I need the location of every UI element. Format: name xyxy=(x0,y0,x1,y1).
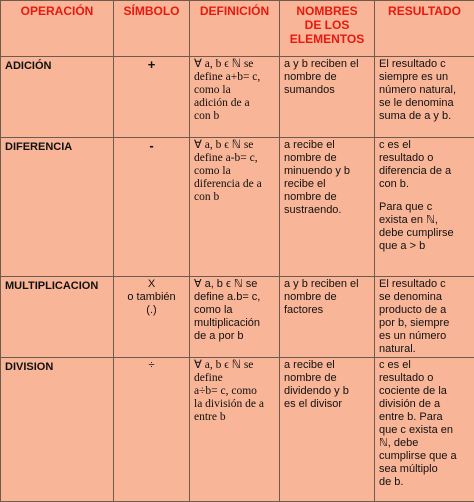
header-nombres-line2: DE LOS xyxy=(284,18,370,32)
result-line: de b. xyxy=(379,476,470,489)
elements-line: es el divisor xyxy=(284,398,370,411)
definition-line: la división de a xyxy=(194,398,275,411)
header-simbolo: SÍMBOLO xyxy=(114,1,190,57)
header-nombres xyxy=(280,1,375,57)
definition-cell xyxy=(190,277,280,358)
elements-line: nombre de xyxy=(284,152,370,165)
result-line: que c exista en xyxy=(379,424,470,437)
header-nombres-line3: ELEMENTOS xyxy=(284,32,370,46)
result-line: siempre es un xyxy=(379,71,470,84)
definition-cell xyxy=(190,57,280,138)
definition-line: diferencia de a xyxy=(194,178,275,191)
result-line: suma de a y b. xyxy=(379,110,470,123)
result-line: número natural, xyxy=(379,84,470,97)
elements-line: sustraendo. xyxy=(284,204,370,217)
elements-cell xyxy=(280,358,375,502)
definition-line: ∀ a, b ϵ ℕ se xyxy=(194,278,275,291)
symbol-line: X xyxy=(118,278,185,291)
elements-line: a y b reciben el xyxy=(284,278,370,291)
table-row xyxy=(1,358,474,502)
result-cell xyxy=(375,277,474,358)
elements-line: a recibe el xyxy=(284,139,370,152)
result-line: ℕ, debe xyxy=(379,437,470,450)
result-line: sea múltiplo xyxy=(379,463,470,476)
definition-cell xyxy=(190,138,280,277)
elements-cell xyxy=(280,57,375,138)
result-line: con b. xyxy=(379,178,470,191)
operation-symbol xyxy=(114,277,190,358)
result-cell xyxy=(375,358,474,502)
elements-line: nombre de xyxy=(284,291,370,304)
paragraph-gap xyxy=(379,191,470,201)
elements-line: nombre de xyxy=(284,372,370,385)
result-line: Para que c xyxy=(379,201,470,214)
definition-line: entre b xyxy=(194,411,275,424)
header-nombres-line1: NOMBRES xyxy=(284,4,370,18)
result-line: se denomina xyxy=(379,291,470,304)
result-line: entre b. Para xyxy=(379,411,470,424)
result-line: diferencia de a xyxy=(379,165,470,178)
result-line: que a > b xyxy=(379,240,470,253)
result-line: c es el xyxy=(379,139,470,152)
symbol-line: (.) xyxy=(118,304,185,317)
header-operacion: OPERACIÓN xyxy=(1,1,114,57)
operation-symbol: + xyxy=(114,57,190,138)
definition-line: a÷b= c, como xyxy=(194,385,275,398)
definition-line: como la xyxy=(194,165,275,178)
elements-line: recibe el xyxy=(284,178,370,191)
elements-line: nombre de xyxy=(284,71,370,84)
elements-line: factores xyxy=(284,304,370,317)
elements-cell xyxy=(280,138,375,277)
result-line: se le denomina xyxy=(379,97,470,110)
header-row xyxy=(1,1,474,57)
definition-line: define a+b= c, xyxy=(194,71,275,84)
definition-line: ∀ a, b ϵ ℕ se xyxy=(194,58,275,71)
definition-line: define a.b= c, xyxy=(194,291,275,304)
definition-line: con b xyxy=(194,191,275,204)
header-resultado: RESULTADO xyxy=(375,1,474,57)
table-row xyxy=(1,277,474,358)
result-line: por b, siempre xyxy=(379,317,470,330)
operation-symbol: - xyxy=(114,138,190,277)
definition-line: ∀ a, b ϵ ℕ se xyxy=(194,359,275,372)
result-line: división de a xyxy=(379,398,470,411)
result-cell xyxy=(375,57,474,138)
result-line: resultado o xyxy=(379,152,470,165)
definition-line: define xyxy=(194,372,275,385)
result-line: debe cumplirse xyxy=(379,227,470,240)
result-line: El resultado c xyxy=(379,58,470,71)
definition-line: como la xyxy=(194,304,275,317)
result-line: es un número xyxy=(379,330,470,343)
elements-line: minuendo y b xyxy=(284,165,370,178)
elements-line: nombre de xyxy=(284,191,370,204)
header-definicion: DEFINICIÓN xyxy=(190,1,280,57)
operation-name: DIFERENCIA xyxy=(1,138,114,277)
definition-line: con b xyxy=(194,110,275,123)
definition-line: define a-b= c, xyxy=(194,152,275,165)
result-line: El resultado c xyxy=(379,278,470,291)
definition-cell xyxy=(190,358,280,502)
definition-line: multiplicación xyxy=(194,317,275,330)
result-line: c es el xyxy=(379,359,470,372)
operation-symbol: ÷ xyxy=(114,358,190,502)
definition-line: ∀ a, b ϵ ℕ se xyxy=(194,139,275,152)
table-row xyxy=(1,138,474,277)
result-line: resultado o xyxy=(379,372,470,385)
elements-line: a recibe el xyxy=(284,359,370,372)
result-line: producto de a xyxy=(379,304,470,317)
operation-name: ADICIÓN xyxy=(1,57,114,138)
elements-line: dividendo y b xyxy=(284,385,370,398)
result-line: cociente de la xyxy=(379,385,470,398)
elements-cell xyxy=(280,277,375,358)
symbol-line: o también xyxy=(118,291,185,304)
result-line: natural. xyxy=(379,343,470,356)
operation-name: MULTIPLICACION xyxy=(1,277,114,358)
table-row xyxy=(1,57,474,138)
definition-line: como la xyxy=(194,84,275,97)
elements-line: sumandos xyxy=(284,84,370,97)
result-line: cumplirse que a xyxy=(379,450,470,463)
result-line: exista en ℕ, xyxy=(379,214,470,227)
result-cell xyxy=(375,138,474,277)
elements-line: a y b reciben el xyxy=(284,58,370,71)
definition-line: adición de a xyxy=(194,97,275,110)
definition-line: de a por b xyxy=(194,330,275,343)
operation-name: DIVISION xyxy=(1,358,114,502)
